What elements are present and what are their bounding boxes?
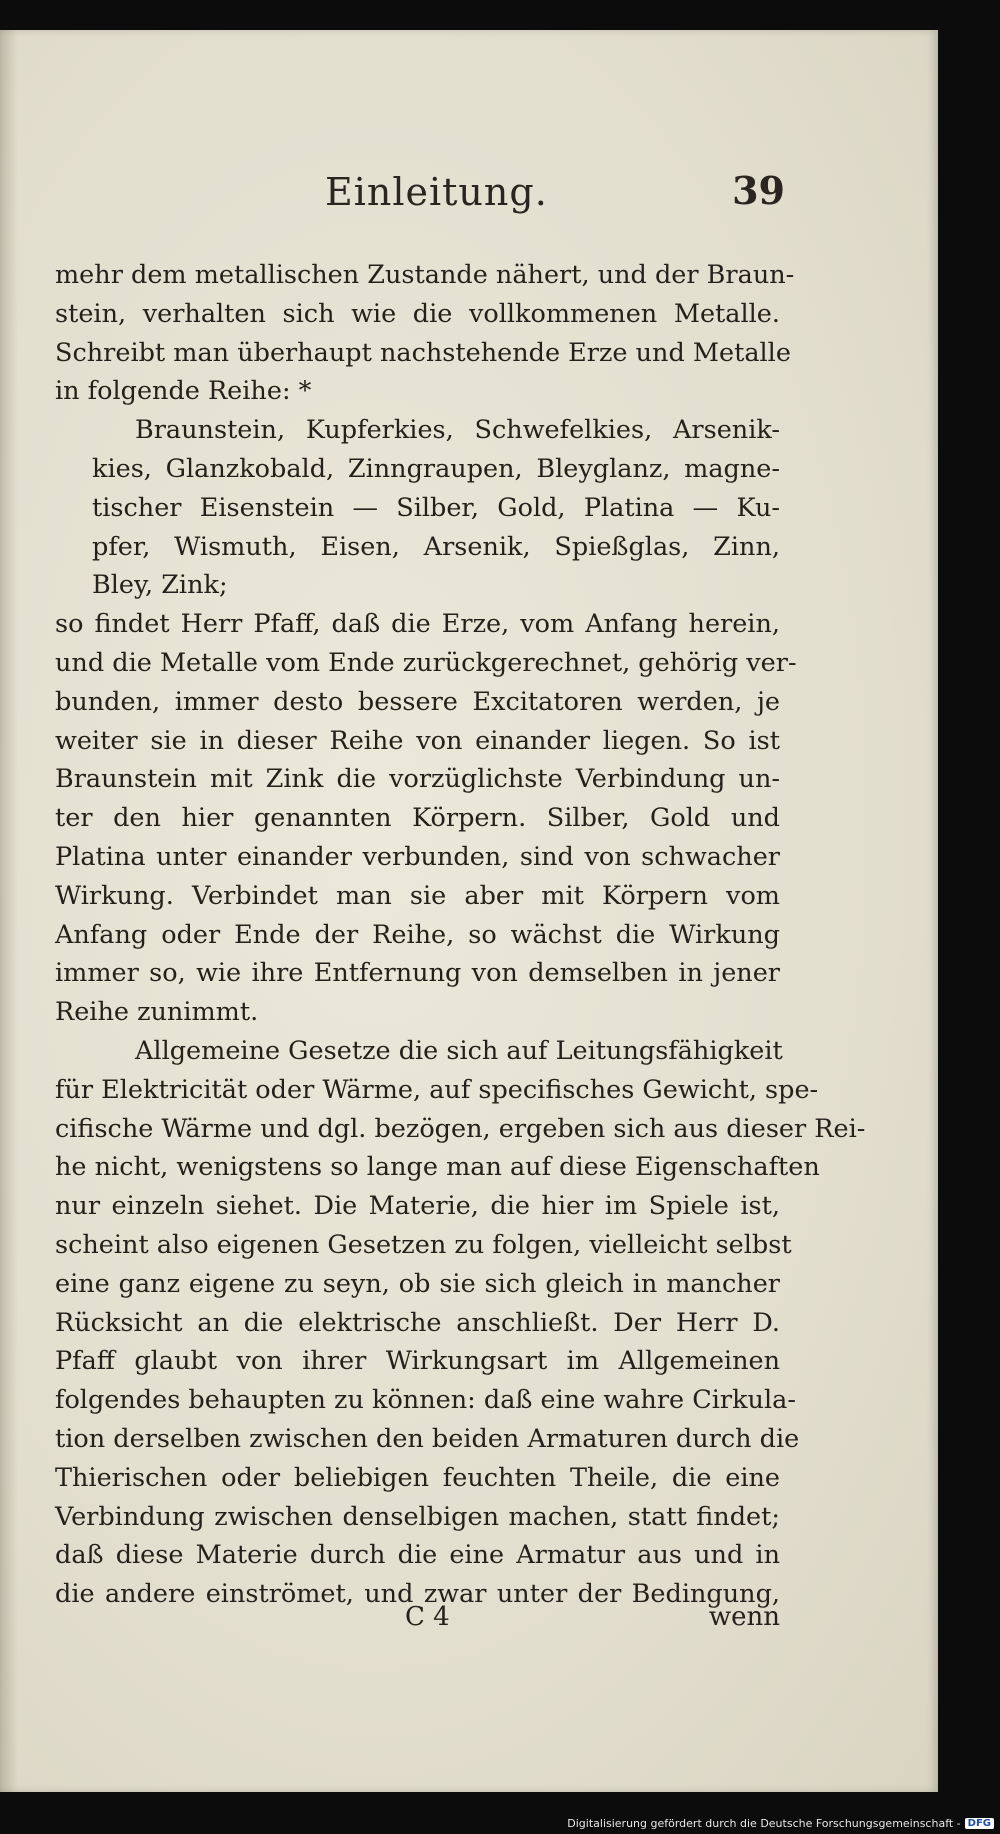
text-line: scheint also eigenen Gesetzen zu folgen, vielleicht selbst [55, 1229, 792, 1260]
digitization-credit [567, 1817, 994, 1830]
text-line: Wirkung. Verbindet man sie aber mit Körpern vom [55, 880, 780, 911]
body-text [55, 256, 866, 1614]
book-page [0, 30, 938, 1792]
credit-text: Digitalisierung gefördert durch die Deutsche Forschungsgemeinschaft - [567, 1817, 961, 1830]
text-line: he nicht, wenigstens so lange man auf diese Eigenschaften [55, 1152, 820, 1183]
text-line: so findet Herr Pfaff, daß die Erze, vom Anfang herein, [55, 609, 780, 640]
text-line: mehr dem metallischen Zustande nähert, und der Braun- [55, 260, 795, 290]
text-line: Verbindung zwischen denselbigen machen, statt findet; [55, 1501, 780, 1532]
text-line: folgendes behaupten zu können: daß eine wahre Cirkula- [55, 1385, 796, 1416]
text-line: daß diese Materie durch die eine Armatur aus und in [55, 1540, 780, 1571]
text-line: Allgemeine Gesetze die sich auf Leitungsfähigkeit [135, 1035, 783, 1066]
text-line: ter den hier genannten Körpern. Silber, Gold und [55, 803, 780, 834]
text-line: bunden, immer desto bessere Excitatoren werden, je [55, 686, 780, 717]
text-line: Pfaff glaubt von ihrer Wirkungsart im Allgemeinen [55, 1346, 780, 1377]
text-line: Rücksicht an die elektrische anschließt. Der Herr D. [55, 1307, 780, 1338]
text-line: stein, verhalten sich wie die vollkommenen Metalle. [55, 298, 780, 329]
dfg-logo: DFG [965, 1818, 994, 1829]
text-line: Schreibt man überhaupt nachstehende Erze und Metalle [55, 337, 791, 368]
running-title: Einleitung. [325, 170, 548, 214]
text-line: die andere einströmet, und zwar unter der Bedingung, [55, 1579, 780, 1610]
text-line: Braunstein mit Zink die vorzüglichste Verbindung un- [55, 764, 780, 795]
text-line: und die Metalle vom Ende zurückgerechnet, gehörig ver- [55, 647, 797, 678]
text-line: tion derselben zwischen den beiden Armaturen durch die [55, 1423, 800, 1454]
text-line: cifische Wärme und dgl. bezögen, ergeben sich aus dieser Rei- [55, 1113, 866, 1144]
text-line: tischer Eisenstein — Silber, Gold, Platina — Ku- [92, 492, 780, 523]
text-line: kies, Glanzkobald, Zinngraupen, Bleyglanz, magne- [92, 453, 780, 484]
text-line: pfer, Wismuth, Eisen, Arsenik, Spießglas, Zinn, [92, 531, 780, 562]
text-line: Anfang oder Ende der Reihe, so wächst die Wirkung [55, 919, 780, 950]
page-footer [55, 1602, 780, 1642]
text-line: Bley, Zink; [92, 570, 228, 601]
text-line: nur einzeln siehet. Die Materie, die hier im Spiele ist, [55, 1191, 780, 1222]
text-line: in folgende Reihe: * [55, 376, 312, 407]
text-line: für Elektricität oder Wärme, auf specifisches Gewicht, spe- [55, 1074, 819, 1105]
catchword: wenn [708, 1602, 780, 1632]
page-header [75, 160, 785, 230]
page-number: 39 [732, 168, 785, 213]
text-line: weiter sie in dieser Reihe von einander liegen. So ist [55, 725, 780, 756]
text-line: Platina unter einander verbunden, sind von schwacher [55, 841, 780, 872]
text-line: Thierischen oder beliebigen feuchten Theile, die eine [55, 1462, 780, 1493]
text-line: immer so, wie ihre Entfernung von demselben in jener [55, 958, 780, 989]
text-line: Braunstein, Kupferkies, Schwefelkies, Arsenik- [135, 415, 780, 446]
text-line: Reihe zunimmt. [55, 997, 259, 1028]
text-line: eine ganz eigene zu seyn, ob sie sich gleich in mancher [55, 1268, 780, 1299]
signature-mark: C 4 [405, 1602, 450, 1632]
